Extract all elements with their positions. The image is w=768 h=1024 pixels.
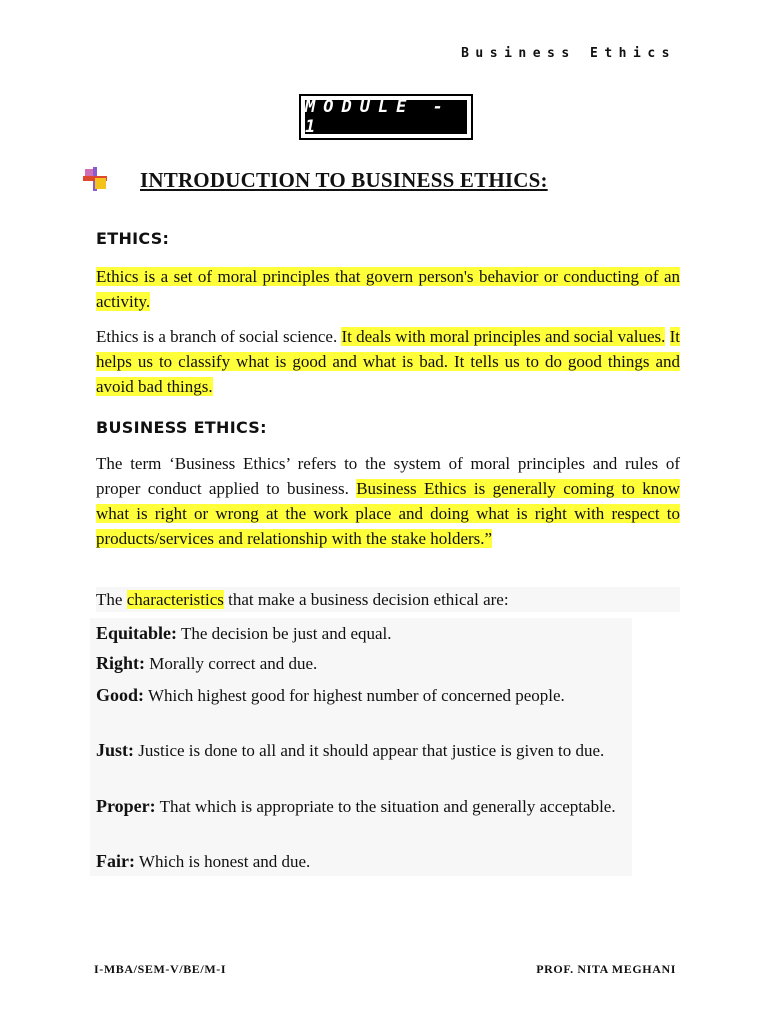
page-title: INTRODUCTION TO BUSINESS ETHICS: [140,168,548,192]
list-item: Proper: That which is appropriate to the situation and generally acceptable. [96,796,616,816]
highlight: characteristics [126,590,224,609]
ethics-heading: ETHICS: [96,229,170,248]
characteristics-intro: The characteristics that make a business decision ethical are: [96,587,680,612]
list-item: Equitable: The decision be just and equal. [96,623,392,643]
business-ethics-heading: BUSINESS ETHICS: [96,418,267,437]
highlight: Ethics is a set of moral principles that govern person's behavior or conducting of an activity. [96,267,680,311]
list-item: Just: Justice is done to all and it should appear that justice is given to due. [96,740,605,760]
module-badge [299,94,473,140]
module-label: MODULE - 1 [305,100,467,134]
ethics-description: Ethics is a branch of social science. It deals with moral principles and social values. It helps us to classify what is good and what is bad. It tells us to do good things and avoid bad things. [96,327,681,396]
footer-author: PROF. NITA MEGHANI [536,962,676,976]
highlight: Business Ethics is generally coming to know what is right or wrong at the work place and doing what is right with respect to products/services and relationship with the stake holders.” [96,479,681,548]
bullet-icon [82,166,108,192]
highlight: It deals with moral principles and social values. [341,327,666,346]
ethics-definition [96,264,680,314]
running-header: Business Ethics [461,46,676,61]
highlight: It helps us to classify what is good and what is bad. It tells us to do good things and avoid bad things. [96,327,681,396]
list-item: Good: Which highest good for highest number of concerned people. [96,685,565,705]
list-item: Fair: Which is honest and due. [96,851,311,871]
business-ethics-definition: The term ‘Business Ethics’ refers to the system of moral principles and rules of proper conduct applied to business. Business Ethics is generally coming to know what is right or wrong at the work place and doing what is right with respect to products/services and relationship with the stake holders.” [96,454,681,548]
list-item: Right: Morally correct and due. [96,653,318,673]
footer-course: I-MBA/SEM-V/BE/M-I [94,962,227,976]
